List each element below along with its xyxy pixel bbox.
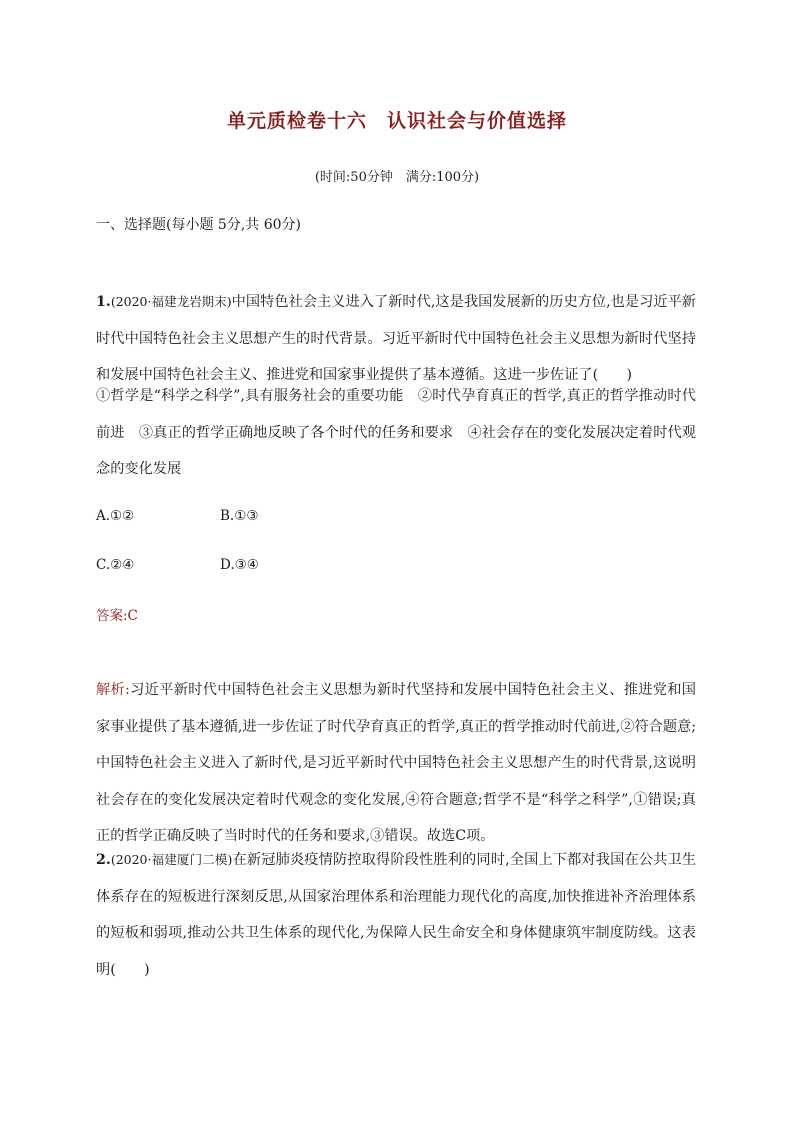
question-2-number: 2. xyxy=(96,852,111,868)
question-1-option-c: C.②④ xyxy=(96,557,135,573)
question-1-explanation xyxy=(96,672,696,855)
exam-time-score: (时间:50分钟 满分:100分) xyxy=(314,170,480,185)
question-2-stem xyxy=(96,842,696,988)
question-1-number: 1. xyxy=(96,294,111,310)
section-heading: 一、选择题(每小题 5分,共 60分) xyxy=(96,217,301,233)
question-1-source: (2020·福建龙岩期末) xyxy=(110,294,232,309)
question-1-answer: 答案:C xyxy=(96,608,138,624)
explanation-label: 解析: xyxy=(96,682,130,698)
question-1-option-d: D.③④ xyxy=(220,557,259,573)
question-2-source: (2020·福建厦门二模) xyxy=(110,852,233,867)
question-1-statements: ①哲学是“科学之科学”,具有服务社会的重要功能 ②时代孕育真正的哲学,真正的哲学推动时代前进 ③真正的哲学正确地反映了各个时代的任务和要求 ④社会存在的变化发展决定着时代观念的变化发展 xyxy=(96,388,696,477)
question-2-text: 在新冠肺炎疫情防控取得阶段性胜利的同时,全国上下都对我国在公共卫生体系存在的短板进行深刻反思,从国家治理体系和治理能力现代化的高度,加快推进补齐治理体系的短板和弱项,推动公共卫生体系的现代化,为保障人民生命安全和身体健康筑牢制度防线。这表明( ) xyxy=(96,852,697,978)
question-1-option-b: B.①③ xyxy=(220,508,259,524)
page-title: 单元质检卷十六 认识社会与价值选择 xyxy=(226,110,567,132)
explanation-text: 习近平新时代中国特色社会主义思想为新时代坚持和发展中国特色社会主义、推进党和国家事业提供了基本遵循,进一步佐证了时代孕育真正的哲学,真正的哲学推动时代前进,②符合题意;中国特色社会主义进入了新时代,是习近平新时代中国特色社会主义思想产生的时代背景,这说明社会存在的变化发展决定着时代观念的变化发展,④符合题意;哲学不是“科学之科学”,①错误;真正的哲学正确反映了当时时代的任务和要求,③错误。故选C项。 xyxy=(96,682,696,844)
question-1-text: 中国特色社会主义进入了新时代,这是我国发展新的历史方位,也是习近平新时代中国特色社会主义思想产生的时代背景。习近平新时代中国特色社会主义思想为新时代坚持和发展中国特色社会主义、推进党和国家事业提供了基本遵循。这进一步佐证了( ) xyxy=(96,294,696,383)
question-1-option-a: A.①② xyxy=(96,508,135,524)
